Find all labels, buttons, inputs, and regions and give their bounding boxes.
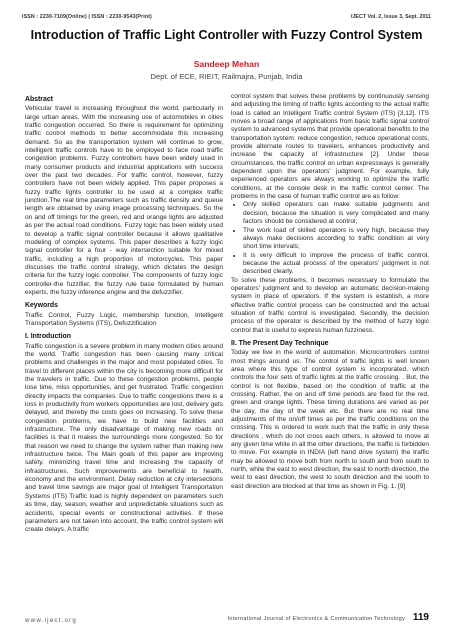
abstract-heading: Abstract — [25, 96, 53, 103]
paper-title: Introduction of Traffic Light Controller with Fuzzy Control System — [30, 28, 423, 42]
abstract-text: Vehicular travel is increasing throughout the world, particularly in large urban areas. With the increasing use of automobiles in cities traffic congestion occurred. So there is requirement for optimizing traffic control methods to better accommodate this increasing demand. So as the transportation system will continue to grow, intelligent traffic controls have to be employed to face road traffic congestion problems. Fuzzy controllers have been widely used in many consumer products and industrial applications with success over the past two decades. For traffic control, however, fuzzy controllers have not been widely applied. This paper proposes a fuzzy traffic lights controller to be used at a complex traffic junction.The real time parameters such as traffic density and queue length are obtained by using image processing techniques. So the on and off timings for the green, red and orange lights are adjusted as per the actual road conditions. Fuzzy logic has been widely used to develop a traffic signal controller because it allows qualitative modeling of complex systems. This paper describes a fuzzy logic signal controller for a four - way intersection suitable for mixed traffic, including a high proportion of motorcycles. This paper discusses the traffic control strategy, which dictates the design criteria for the fuzzy logic controller. The components of fuzzy logic controller-the fuzzifier, the fuzzy rule base formulated by human experts, the fuzzy inference engine and the defuzzifier. — [25, 105, 223, 296]
body-paragraph: control system that solves these problems by continuously sensing and adjusting the timing of traffic lights according to the actual traffic load is called an Intelligent Traffic control System (ITS) [3,12]. ITS moves a broad range of applications from basic traffic signal control system to advanced systems that provide operational benefits to the transportation system: reduce congestion, reduce operational costs, provide alternate routes to travelers, enhances productivity and increase the capacity of infrastructure [2]. Under these circumstances, the traffic control on urban expressways is generally dependent upon the operators' judgment. For example, fully experienced operators are always working to optimize the traffic conditions, at the console desk in the traffic control center. The problems in the case of human traffic control are as follow: — [231, 93, 429, 201]
list-item: • It is very difficult to improve the process of traffic control, because the actual process of the operators' judgment is not described clearly. — [243, 252, 429, 277]
section-2-heading: II. The Present Day Technique — [231, 339, 329, 347]
keywords-text: Traffic Control, Fuzzy Logic, membership function, Intelligent Transportation Systems (ITS), Defuzzification — [25, 311, 223, 327]
author-affiliation: Dept. of ECE, RIEIT, Railmajra, Punjab, India — [150, 72, 303, 81]
page-number: 119 — [412, 612, 429, 623]
website-link[interactable]: www.iject.org — [25, 617, 78, 624]
issn-text: ISSN : 2230-7109(Online) | ISSN : 2230-9543(Print) — [22, 14, 152, 20]
list-item: • Only skilled operators can make suitable judgments and decision, because the situation is very complicated and many factors should be considered at control; — [243, 201, 429, 226]
left-column — [25, 96, 223, 535]
keywords-heading: Keywords — [25, 302, 58, 310]
introduction-text: Traffic congestion is a severe problem in many modern cities around the world. Traffic congestion has been causing many critical problems and challenges in the major and most populated cities. To travel to different places within the city is becoming more difficult for the travelers in traffic. Due to these congestion problems, people lose time, miss opportunities, and get frustrated. Traffic congestion directly impacts the companies. Due to traffic congestions there is a loss in productivity from workers opportunities are lost, delivery gets delayed, and thereby the costs goes on increasing. To solve these congestion problems, we have to build new facilities and infrastructure. The only disadvantage of making new roads on facilities is that it makes the surroundings more congested. So for that reason we need to change the system rather than making new infrastructure twice. The Main goals of this paper are improving safety, minimizing travel time and increasing the capacity of infrastructures. Such improvements are beneficial to health, economy and the environment. Delay reduction at city intersections and travel time savings are major goal of Intelligent Transportation Systems (ITS) Traffic load is highly dependent on parameters such as time, day, season, weather and unpredictable situations such as accidents, special events or constructional activities. If these parameters are not taken into account, the traffic control system will create delays. A traffic — [25, 342, 223, 534]
section-2-text: Today we live in the world of automation. Microcontrollers control most things around us. The control of traffic lights is well known area where this type of control system is incorporated, which controls the four sets of traffic lights at the traffic crossing. . But, the control is not flexible, based on the condition of traffic at the crossing. Rather, the on and off time periods are fixed for the red, green and orange lights. These timing durations are varied as per the day, the day of the week etc. But there are no real time adjustments of the on/off times as per the traffic conditions on the crossing. This is ordered to work such that the traffic in only these directions , which do not cross each others, is allowed to move at any given time while in all the other directions, the traffic is forbidden to move. For example in INDIA (left hand drive system) the traffic may be allowed to move both from north to south and from south to north, while the east to west direction, the east to north direction, the west to east direction, the west to south direction and the south to east direction are blocked at that time as shown in Fig. 1. [9] — [231, 349, 429, 490]
journal-name-footer: International Journal of Electronics & Communication Technology — [227, 616, 405, 622]
author-name: Sandeep Mehan — [193, 59, 260, 69]
journal-volume: IJECT Vol. 2, Issue 3, Sept. 2011 — [351, 14, 431, 20]
problem-list — [231, 201, 429, 276]
introduction-heading: I. Introduction — [25, 333, 71, 341]
right-column — [231, 93, 429, 491]
list-item: • The work load of skilled operators is very high, because they always make decisions according to traffic condition at very short time intervals; — [243, 227, 429, 252]
body-paragraph: To solve these problems, it becomes necessary to formulate the operators' judgment and to develop an automatic decision-making system in place of operators. If the system is establish, a more effective traffic control process can be constructed and the actual situation of traffic control is investigated. Secondly, the decision process of the operator is described by the method of fuzzy logic control that is useful to express human fuzziness. — [231, 276, 429, 334]
